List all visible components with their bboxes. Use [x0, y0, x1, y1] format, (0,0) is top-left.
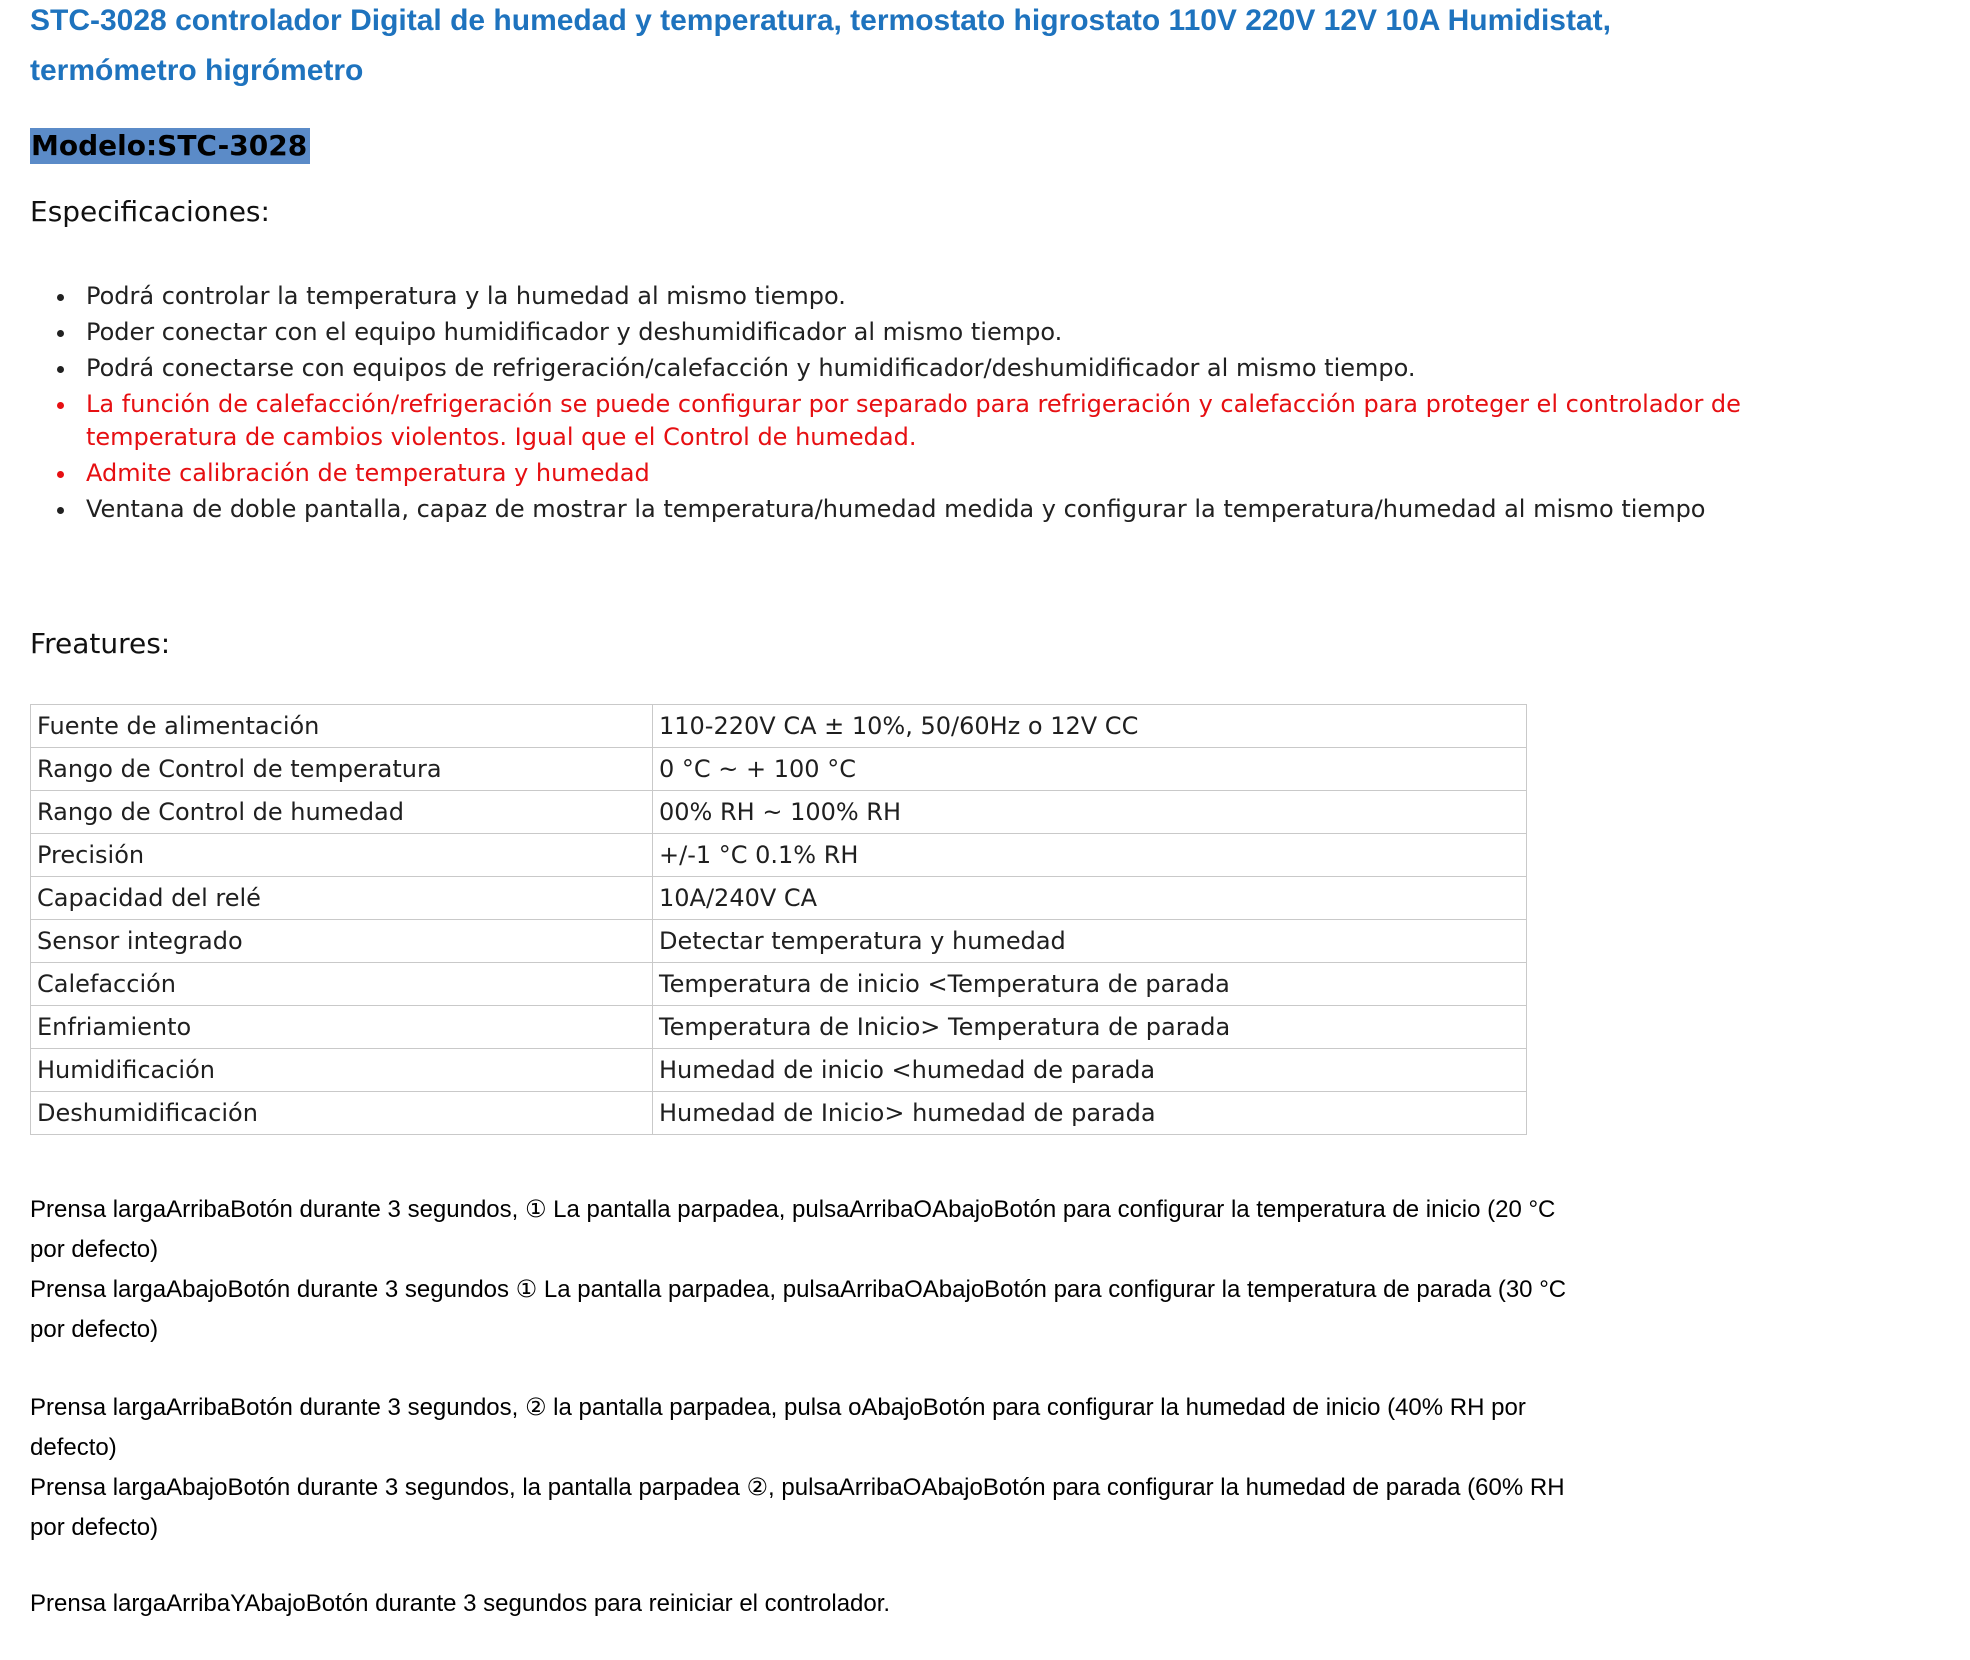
spec-item-highlighted: • Admite calibración de temperatura y humedad: [78, 457, 1840, 490]
feature-value-cell: 110-220V CA ± 10%, 50/60Hz o 12V CC: [653, 705, 1527, 748]
table-row: [31, 1049, 1527, 1092]
feature-value-cell: Humedad de Inicio> humedad de parada: [653, 1092, 1527, 1135]
feature-value-cell: 10A/240V CA: [653, 877, 1527, 920]
spec-item: • Ventana de doble pantalla, capaz de mostrar la temperatura/humedad medida y configurar la temperatura/humedad al mismo tiempo: [78, 493, 1840, 526]
button-instructions: [30, 1190, 1590, 1624]
instruction-paragraph: Prensa largaAbajoBotón durante 3 segundos, la pantalla parpadea ②, pulsaArribaOAbajoBotón para configurar la humedad de parada (60% RH por defecto): [30, 1474, 1565, 1541]
feature-label-cell: Fuente de alimentación: [31, 705, 653, 748]
spec-item: • Podrá conectarse con equipos de refrigeración/calefacción y humidificador/deshumidificador al mismo tiempo.: [78, 352, 1840, 385]
table-row: [31, 748, 1527, 791]
feature-label-cell: Rango de Control de temperatura: [31, 748, 653, 791]
feature-value-cell: Temperatura de Inicio> Temperatura de parada: [653, 1006, 1527, 1049]
table-row: [31, 791, 1527, 834]
table-row: [31, 963, 1527, 1006]
specifications-heading: Especificaciones:: [30, 195, 270, 228]
feature-label-cell: Calefacción: [31, 963, 653, 1006]
instruction-paragraph: Prensa largaArribaYAbajoBotón durante 3 segundos para reiniciar el controlador.: [30, 1590, 891, 1617]
feature-label-cell: Rango de Control de humedad: [31, 791, 653, 834]
spec-item: • Podrá controlar la temperatura y la humedad al mismo tiempo.: [78, 280, 1840, 313]
feature-label-cell: Humidificación: [31, 1049, 653, 1092]
instruction-paragraph: Prensa largaArribaBotón durante 3 segundos, ② la pantalla parpadea, pulsa oAbajoBotón para configurar la humedad de inicio (40% RH por defecto): [30, 1394, 1526, 1461]
table-row: [31, 1092, 1527, 1135]
feature-label-cell: Sensor integrado: [31, 920, 653, 963]
feature-label-cell: Precisión: [31, 834, 653, 877]
table-row: [31, 834, 1527, 877]
features-heading: Freatures:: [30, 627, 171, 660]
feature-value-cell: Detectar temperatura y humedad: [653, 920, 1527, 963]
instruction-paragraph: Prensa largaAbajoBotón durante 3 segundos ① La pantalla parpadea, pulsaArribaOAbajoBotón para configurar la temperatura de parada (30 °C por defecto): [30, 1276, 1567, 1343]
feature-label-cell: Deshumidificación: [31, 1092, 653, 1135]
feature-label-cell: Capacidad del relé: [31, 877, 653, 920]
table-row: [31, 705, 1527, 748]
page-title: STC-3028 controlador Digital de humedad y temperatura, termostato higrostato 110V 220V 12V 10A Humidistat, termómetro higrómetro: [30, 4, 1611, 87]
features-table: [30, 704, 1527, 1135]
feature-value-cell: Temperatura de inicio <Temperatura de parada: [653, 963, 1527, 1006]
spec-list: [30, 280, 1840, 526]
feature-value-cell: 0 °C ~ + 100 °C: [653, 748, 1527, 791]
table-row: [31, 877, 1527, 920]
feature-value-cell: +/-1 °C 0.1% RH: [653, 834, 1527, 877]
table-row: [31, 920, 1527, 963]
model-badge: Modelo:STC-3028: [30, 128, 310, 164]
feature-value-cell: 00% RH ~ 100% RH: [653, 791, 1527, 834]
instruction-paragraph: Prensa largaArribaBotón durante 3 segundos, ① La pantalla parpadea, pulsaArribaOAbajoBotón para configurar la temperatura de inicio (20 °C por defecto): [30, 1196, 1556, 1263]
model-line: [30, 128, 1940, 168]
table-row: [31, 1006, 1527, 1049]
spec-item: • Poder conectar con el equipo humidificador y deshumidificador al mismo tiempo.: [78, 316, 1840, 349]
feature-value-cell: Humedad de inicio <humedad de parada: [653, 1049, 1527, 1092]
spec-item-highlighted: • La función de calefacción/refrigeración se puede configurar por separado para refrigeración y calefacción para proteger el controlador de temperatura de cambios violentos. Igual que el Control de humedad.: [78, 388, 1840, 454]
feature-label-cell: Enfriamiento: [31, 1006, 653, 1049]
